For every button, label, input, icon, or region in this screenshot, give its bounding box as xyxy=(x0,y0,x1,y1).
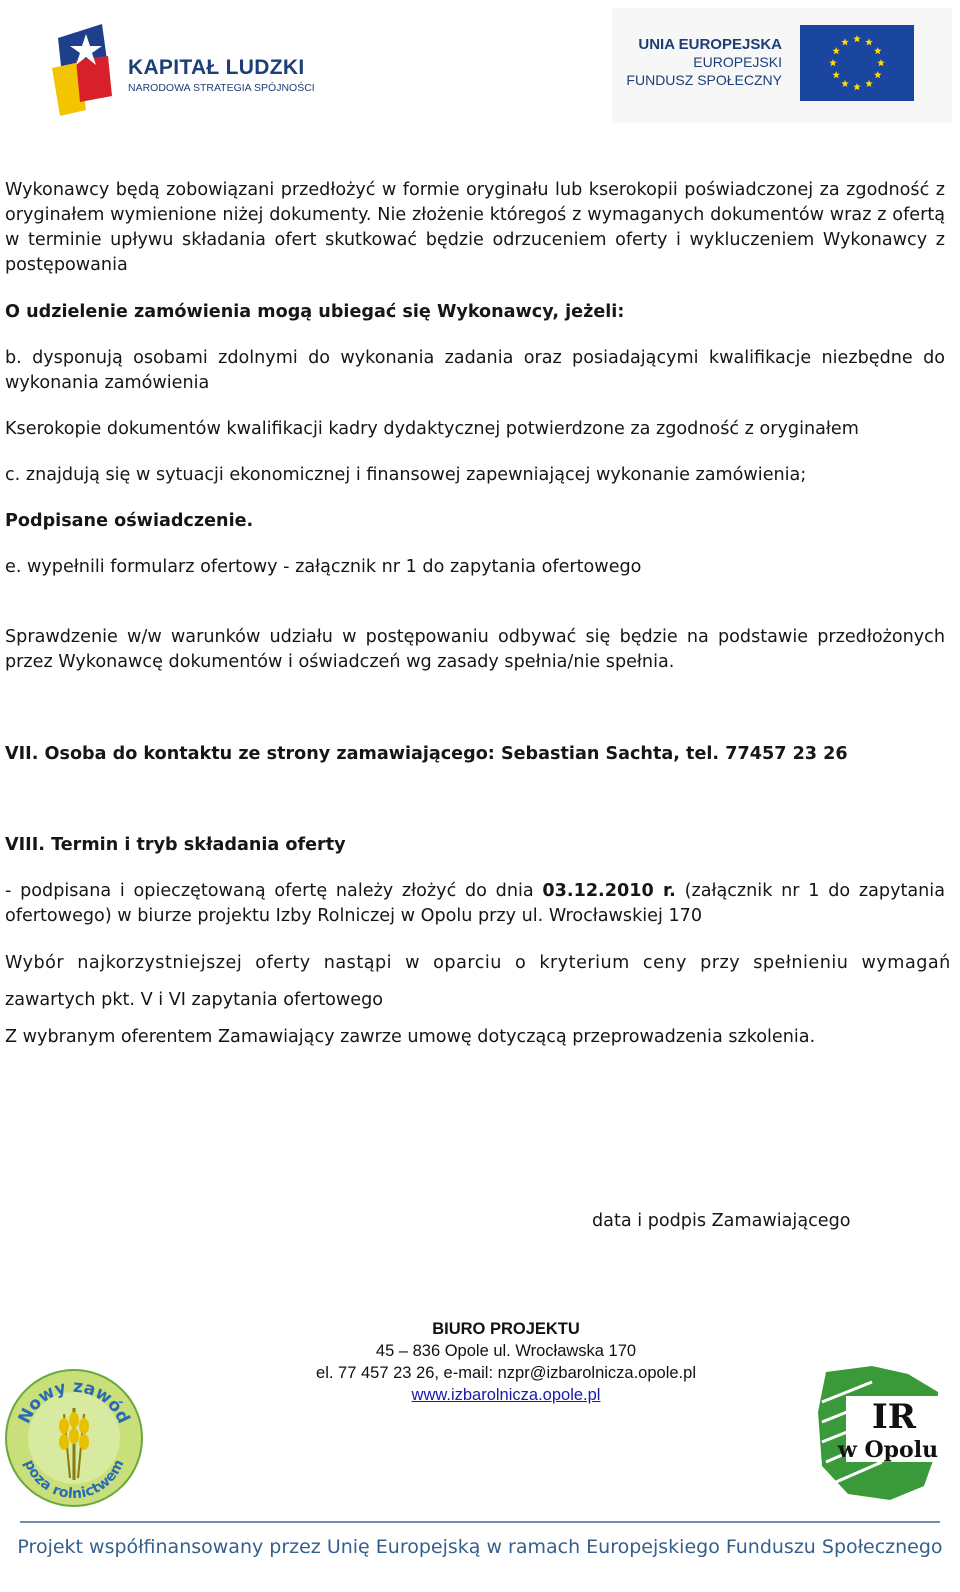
requirements-intro: Wykonawcy będą zobowiązani przedłożyć w formie oryginału lub kserokopii poświadczonej za zgodność z oryginałem wymienione niżej dokumenty. Nie złożenie któregoś z wymaganych dokumentów wraz z ofertą w terminie upływu składania ofert skutkować będzie odrzuceniem oferty i wykluczeniem Wykonawcy z postępowania xyxy=(5,180,945,275)
kapital-ludzki-emblem-icon xyxy=(50,24,120,116)
eu-flag-icon xyxy=(800,25,914,101)
kapital-ludzki-title: KAPITAŁ LUDZKI xyxy=(128,56,305,79)
ir-text: IR xyxy=(871,1397,917,1437)
condition-c-documents: Podpisane oświadczenie. xyxy=(5,511,254,531)
eu-logo-line2: EUROPEJSKI xyxy=(693,54,782,70)
izba-rolnicza-logo xyxy=(812,1362,944,1504)
kapital-ludzki-logo xyxy=(50,24,340,116)
condition-c: c. znajdują się w sytuacji ekonomicznej i finansowej zapewniającej wykonanie zamówienia; xyxy=(5,465,807,485)
conditions-heading: O udzielenie zamówienia mogą ubiegać się Wykonawcy, jeżeli: xyxy=(5,302,625,322)
condition-b: b. dysponują osobami zdolnymi do wykonania zadania oraz posiadającymi kwalifikacje niezbędne do wykonania zamówienia xyxy=(5,348,945,393)
condition-b-documents: Kserokopie dokumentów kwalifikacji kadry dydaktycznej potwierdzone za zgodność z oryginałem xyxy=(5,419,859,439)
w-opolu-text: w Opolu xyxy=(837,1437,939,1463)
contract-text: Z wybranym oferentem Zamawiający zawrze umowę dotyczącą przeprowadzenia szkolenia. xyxy=(5,1027,816,1047)
cofinancing-note: Projekt współfinansowany przez Unię Europejską w ramach Europejskiego Funduszu Społecznego xyxy=(17,1536,943,1558)
footer-divider xyxy=(20,1521,940,1523)
kapital-ludzki-subtitle: NARODOWA STRATEGIA SPÓJNOŚCI xyxy=(128,82,315,94)
project-office-title: BIURO PROJEKTU xyxy=(432,1320,580,1338)
eu-logo-line3: FUNDUSZ SPOŁECZNY xyxy=(626,72,782,88)
deadline-suffix: (załącznik nr 1 do zapytania ofertowego) w biurze projektu Izby Rolniczej w Opolu przy ul. Wrocławskiej 170 xyxy=(5,881,945,926)
condition-e: e. wypełnili formularz ofertowy - załącznik nr 1 do zapytania ofertowego xyxy=(5,557,642,577)
section-vii-contact: VII. Osoba do kontaktu ze strony zamawiającego: Sebastian Sachta, tel. 77457 23 26 xyxy=(5,744,848,764)
eu-social-fund-logo xyxy=(612,8,952,123)
offer-deadline-text xyxy=(5,879,945,929)
poza-rolnictwem-text: poza rolnictwem xyxy=(20,1457,128,1503)
eu-logo-line1: UNIA EUROPEJSKA xyxy=(638,36,782,53)
nowy-zawod-logo xyxy=(4,1368,144,1508)
verification-text: Sprawdzenie w/w warunków udziału w postępowaniu odbywać się będzie na podstawie przedłożonych przez Wykonawcę dokumentów i oświadczeń wg zasady spełnia/nie spełnia. xyxy=(5,627,945,672)
signature-label: data i podpis Zamawiającego xyxy=(592,1211,851,1231)
selection-criteria-line2: zawartych pkt. V i VI zapytania ofertowego xyxy=(5,990,384,1010)
deadline-prefix: - podpisana i opieczętowaną ofertę należy złożyć do dnia xyxy=(5,881,543,901)
nowy-zawod-text: Nowy zawód xyxy=(14,1376,134,1427)
deadline-date: 03.12.2010 r. xyxy=(542,881,676,901)
project-website-link[interactable]: www.izbarolnicza.opole.pl xyxy=(411,1386,601,1404)
selection-criteria-line1: Wybór najkorzystniejszej oferty nastąpi w oparciu o kryterium ceny przy spełnieniu wymagań xyxy=(5,953,951,973)
section-viii-heading: VIII. Termin i tryb składania oferty xyxy=(5,835,346,855)
project-office-website-wrap xyxy=(286,1384,726,1406)
project-office-address: 45 – 836 Opole ul. Wrocławska 170 xyxy=(375,1342,637,1360)
project-office-contact: el. 77 457 23 26, e-mail: nzpr@izbarolnicza.opole.pl xyxy=(316,1364,696,1382)
